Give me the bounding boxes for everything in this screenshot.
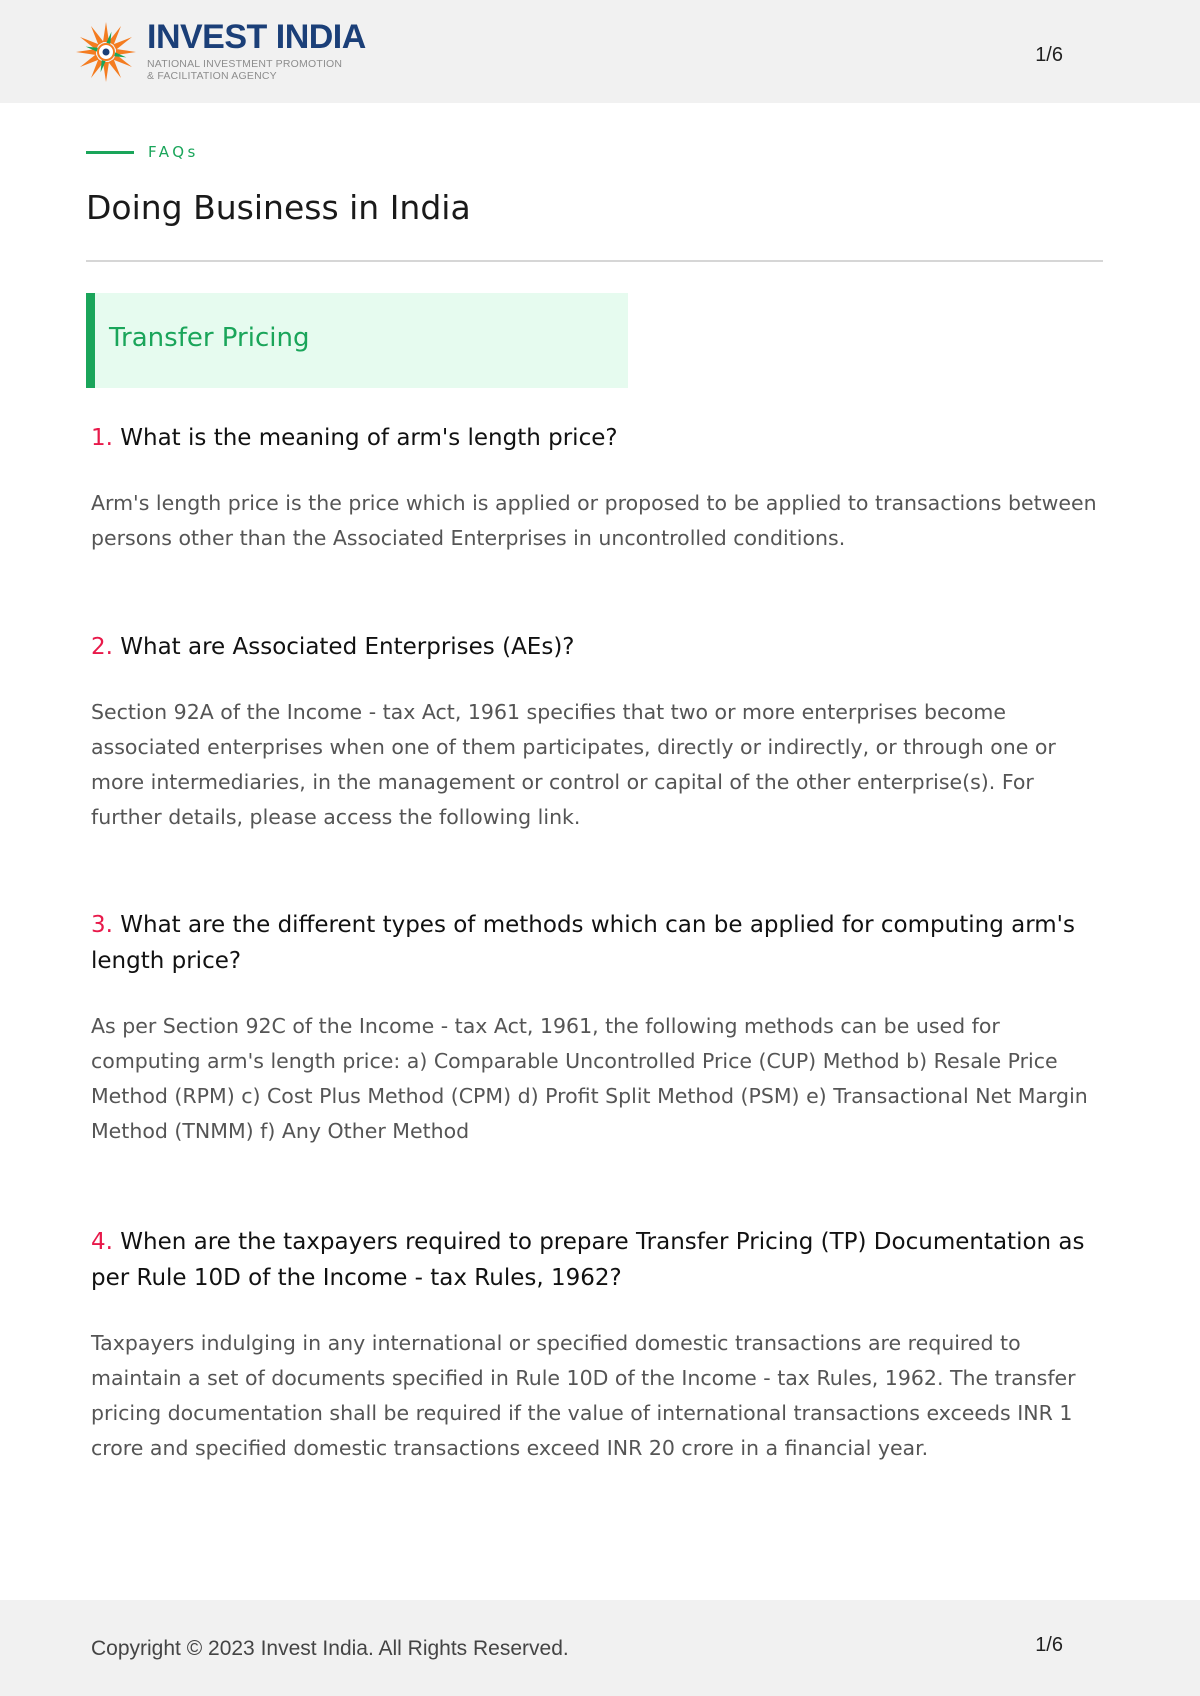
logo-subtitle-line-1: NATIONAL INVESTMENT PROMOTION (147, 58, 343, 70)
section-heading-box (86, 293, 628, 388)
faq-answer: As per Section 92C of the Income - tax Act, 1961, the following methods can be used for computing arm's length price: a) Comparable Uncontrolled Price (CUP) Method b) Resale Price Method (RPM) c) Cost Plus Method (CPM) d) Profit Split Method (PSM) e) Transactional Net Margin Method (TNMM) f) Any Other Method (91, 1014, 1088, 1143)
copyright-text: Copyright © 2023 Invest India. All Rights Reserved. (91, 1637, 569, 1660)
page-title: Doing Business in India (86, 188, 471, 227)
faq-item (91, 629, 1106, 835)
kicker-text: FAQs (148, 143, 199, 161)
faq-question-text: When are the taxpayers required to prepare Transfer Pricing (TP) Documentation as per Rule 10D of the Income - tax Rules, 1962? (91, 1229, 1085, 1291)
faq-question (91, 1224, 1106, 1296)
logo-title: INVEST INDIA (147, 18, 366, 56)
faq-answer: Arm's length price is the price which is applied or proposed to be applied to transactions between persons other than the Associated Enterprises in uncontrolled conditions. (91, 491, 1097, 550)
faq-question (91, 420, 1106, 456)
title-divider (86, 260, 1103, 262)
faq-item (91, 1224, 1106, 1466)
faq-number: 2. (91, 634, 113, 660)
invest-india-logo[interactable] (74, 18, 364, 88)
kicker-line (86, 151, 134, 154)
faq-number: 3. (91, 912, 113, 938)
logo-subtitle (147, 58, 342, 82)
faq-answer: Section 92A of the Income - tax Act, 1961 specifies that two or more enterprises become associated enterprises when one of them participates, directly or indirectly, or through one or more intermediaries, in the management or control or capital of the other enterprise(s). For further details, please access the following link. (91, 700, 1056, 829)
faq-item (91, 907, 1106, 1149)
faq-question-text: What are Associated Enterprises (AEs)? (120, 634, 575, 660)
page-footer (0, 1600, 1200, 1696)
page-indicator-bottom: 1/6 (1035, 1634, 1063, 1656)
faq-number: 4. (91, 1229, 113, 1255)
faq-answer: Taxpayers indulging in any international or specified domestic transactions are required to maintain a set of documents specified in Rule 10D of the Income - tax Rules, 1962. The transfer pricing documentation shall be required if the value of international transactions exceeds INR 1 crore and specified domestic transactions exceed INR 20 crore in a financial year. (91, 1331, 1076, 1460)
faq-item (91, 420, 1106, 556)
page-header (0, 0, 1200, 103)
section-heading: Transfer Pricing (109, 323, 310, 353)
faq-question-text: What is the meaning of arm's length price? (120, 425, 618, 451)
faq-question-text: What are the different types of methods which can be applied for computing arm's length price? (91, 912, 1075, 974)
faqs-kicker (86, 143, 199, 161)
faq-question (91, 907, 1106, 979)
faq-question (91, 629, 1106, 665)
logo-subtitle-line-2: & FACILITATION AGENCY (147, 70, 277, 82)
page-indicator-top: 1/6 (1035, 44, 1063, 66)
faq-number: 1. (91, 425, 113, 451)
invest-india-sun-logo-icon (74, 20, 138, 84)
